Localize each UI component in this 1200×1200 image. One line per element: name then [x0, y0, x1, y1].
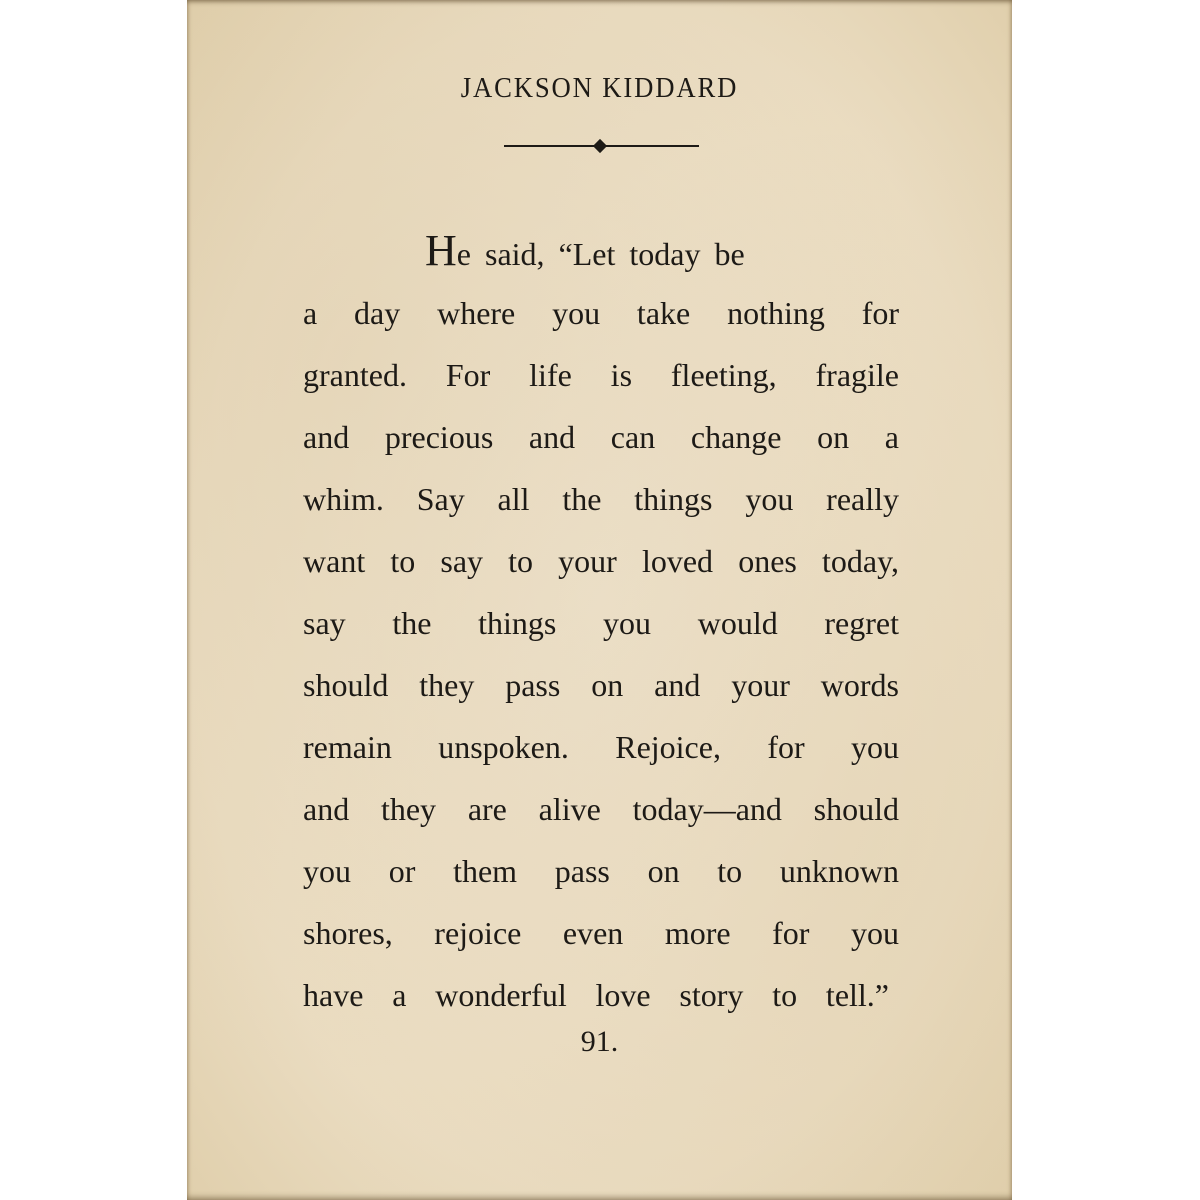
quote-line: should they pass on and your words [303, 667, 899, 703]
quote-line: say the things you would regret [303, 605, 899, 641]
quote-line: granted. For life is fleeting, fragile [303, 357, 899, 393]
quote-line: want to say to your loved ones today, [303, 543, 899, 579]
ornamental-divider-icon [504, 138, 699, 154]
quote-line: a day where you take nothing for [303, 295, 899, 331]
quote-line-text: e said, “Let today be [456, 236, 745, 272]
drop-cap: H [425, 226, 457, 275]
quote-line: have a wonderful love story to tell.” [303, 977, 889, 1013]
quote-line: and precious and can change on a [303, 419, 899, 455]
quote-line: and they are alive today—and should [303, 791, 899, 827]
diamond-ornament-icon [593, 139, 607, 153]
quote-line: shores, rejoice even more for you [303, 915, 899, 951]
page-number: 91. [580, 1025, 619, 1058]
book-page-canvas [187, 0, 1012, 1200]
quote-line: whim. Say all the things you really [303, 481, 899, 517]
author-heading: JACKSON KIDDARD [460, 72, 739, 104]
quote-line: remain unspoken. Rejoice, for you [303, 729, 899, 765]
quote-line: you or them pass on to unknown [303, 853, 899, 889]
quote-line [303, 220, 840, 282]
quote-body [303, 220, 899, 1026]
